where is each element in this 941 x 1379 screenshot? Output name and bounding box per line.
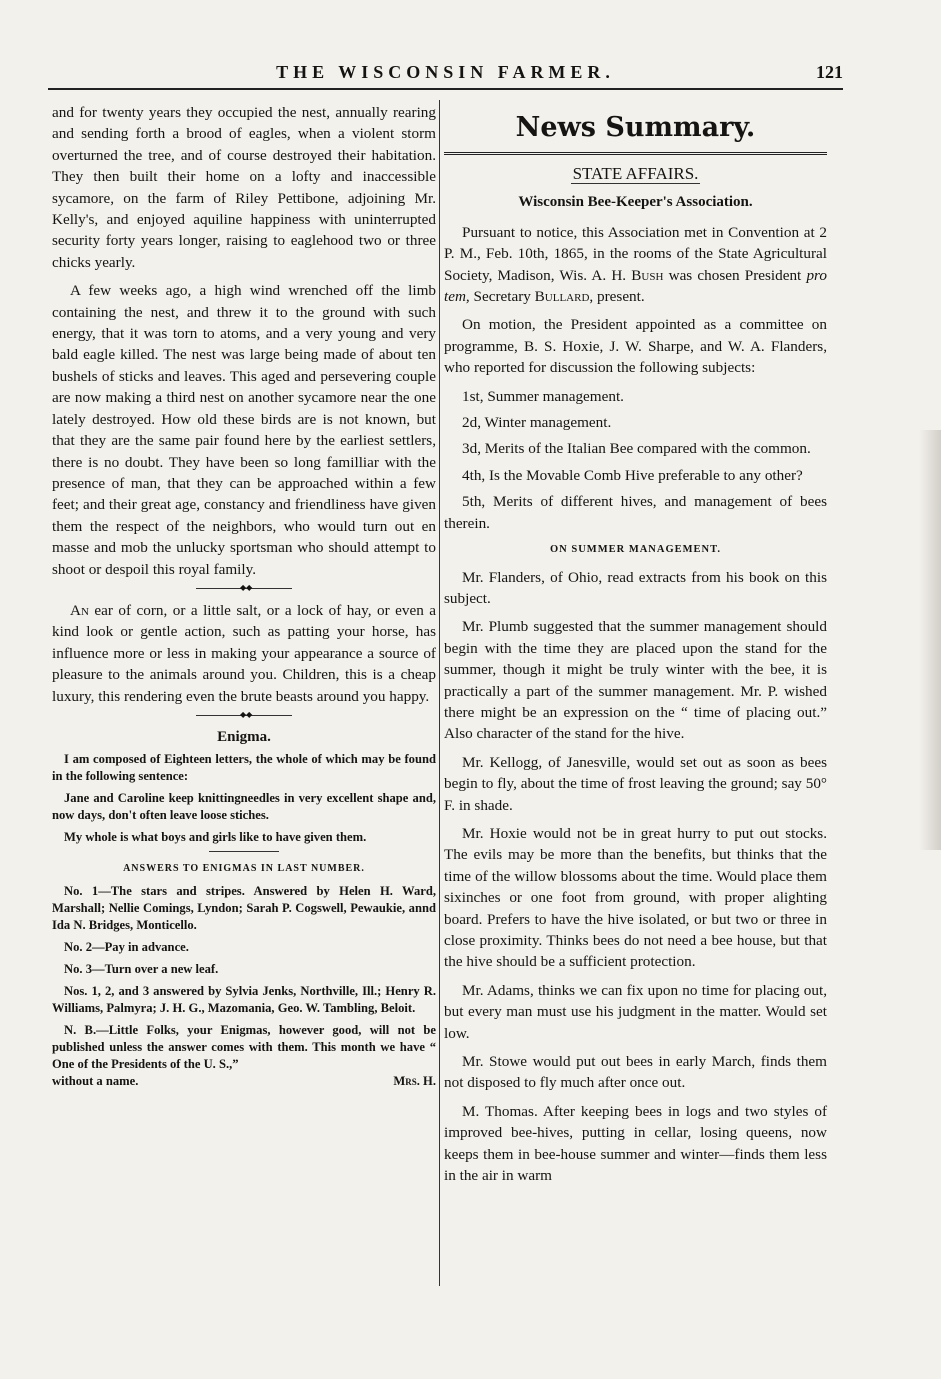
enigma-intro: I am composed of Eighteen letters, the whole of which may be found in the following sentence: bbox=[52, 752, 436, 784]
enigma-title: Enigma. bbox=[217, 728, 271, 745]
ornament-rule-2 bbox=[196, 709, 292, 719]
answer-2: No. 2—Pay in advance. bbox=[64, 940, 189, 955]
committee-paragraph: On motion, the President appointed as a committee on programme, B. S. Hoxie, J. W. Sharpe, and W. A. Flanders, who reported for discussion the following subjects: bbox=[444, 316, 827, 377]
signature: Mrs. H. bbox=[393, 1074, 436, 1089]
running-title: THE WISCONSIN FARMER. bbox=[276, 62, 615, 82]
enigma-rule bbox=[209, 851, 279, 854]
corn-lead-word: An bbox=[70, 601, 89, 619]
adams-paragraph: Mr. Adams, thinks we can fix upon no time for placing out, but every man must use his judgment in the matter. Would set low. bbox=[444, 981, 827, 1042]
eagle-paragraph-1: and for twenty years they occupied the nest, annually rearing and sending forth a brood of eagles, when a violent storm overturned the tree, and of course destroyed their habitation. They then built their home on a lofty and inaccessible sycamore, on the farm of Riley Pettibone, adjoining Mr. Kelly's, and enjoyed aquiline happiness with uninterrupted security forty years longer, raising to eaglehood two or three chicks yearly. bbox=[52, 104, 436, 271]
convention-text-b: was chosen President bbox=[663, 266, 807, 284]
ornament-diamond-icon: ◆◆ bbox=[240, 709, 253, 719]
column-divider bbox=[439, 100, 440, 1286]
state-affairs-text: STATE AFFAIRS. bbox=[572, 164, 699, 183]
convention-text-d: , present. bbox=[589, 288, 645, 306]
page-header bbox=[48, 60, 843, 90]
right-column bbox=[444, 102, 827, 1193]
corn-paragraph bbox=[52, 600, 436, 707]
ornament-diamond-icon: ◆◆ bbox=[240, 582, 253, 592]
signature-row bbox=[52, 1073, 436, 1090]
plumb-paragraph: Mr. Plumb suggested that the summer management should begin with the time they are placed upon the stand for the summer, though it might be truly winter with the bee, it is practically a part of the summer management. Mr. P. wished there might be an expression on the “ time of placing out.” Also character of the stand for the hive. bbox=[444, 618, 827, 743]
ornament-rule bbox=[196, 582, 292, 592]
hoxie-paragraph: Mr. Hoxie would not be in great hurry to put out stocks. The evils may be more than the benefits, but thinks that the time of the willow blossoms about the time. Would place them sixinches or one foot from ground, with proper alighting board. Prefers to have the hive isolated, or but two or three in close proximity. Thinks bees do not need a bee house, but that the hive should be a sufficient protection. bbox=[444, 824, 827, 971]
answers-heading: ANSWERS TO ENIGMAS IN LAST NUMBER. bbox=[123, 863, 365, 875]
convention-paragraph bbox=[444, 222, 827, 308]
page-edge-shadow bbox=[919, 430, 941, 850]
association-heading: Wisconsin Bee-Keeper's Association. bbox=[518, 194, 753, 211]
enigma-block bbox=[52, 751, 436, 1090]
nota-bene-end: without a name. bbox=[52, 1074, 139, 1089]
eagle-paragraph-2: A few weeks ago, a high wind wrenched off the limb containing the nest, and threw it to the ground with such energy, that it was torn to atoms, and a very young and very bald eagle killed. The nest was large being made of about ten bushels of sticks and leaves. This aged and persevering couple are now making a third nest on another sycamore near the one lately destroyed. How old these birds are is not known, but that they are the same pair found here by the earliest settlers, there is no doubt. They have been so long familliar with the presence of man, that they can be approached within a few feet; and their great age, constancy and friendliness have given them the respect of the neighbors, who would turn out en masse and mob the unlucky sportsman who should attempt to shoot or despoil this royal family. bbox=[52, 282, 436, 578]
convention-text-a: Pursuant to notice, this Association met in Convention at 2 P. M., Feb. 10th, 1865, in the rooms of the State Agricultural Society, Madison, Wis. A. H. bbox=[444, 223, 827, 284]
heading-double-rule bbox=[444, 152, 827, 155]
thomas-paragraph: M. Thomas. After keeping bees in logs and two styles of improved bee-hives, putting in cellar, losing queens, now keeps them in bee-house summer and winter—finds them less in the air in warm bbox=[444, 1102, 827, 1185]
state-affairs-heading bbox=[444, 163, 827, 184]
subject-item-1: 1st, Summer management. bbox=[462, 387, 624, 405]
page-number: 121 bbox=[816, 62, 843, 82]
left-column bbox=[52, 102, 436, 1090]
summer-management-heading: ON SUMMER MANAGEMENT. bbox=[549, 544, 721, 556]
name-bullard: Bullard bbox=[534, 288, 590, 306]
news-summary-heading: News Summary. bbox=[515, 112, 756, 143]
subject-item-2: 2d, Winter management. bbox=[462, 414, 612, 432]
subject-item-3: 3d, Merits of the Italian Bee compared with the common. bbox=[462, 440, 811, 458]
convention-text-c: Secretary bbox=[469, 288, 535, 306]
pro-tem: pro tem, bbox=[444, 266, 827, 306]
enigma-whole: My whole is what boys and girls like to have given them. bbox=[64, 830, 367, 845]
subject-item-5: 5th, Merits of different hives, and management of bees therein. bbox=[444, 493, 827, 532]
answer-4: Nos. 1, 2, and 3 answered by Sylvia Jenks, Northville, Ill.; Henry R. Williams, Palmyra; J. H. G., Mazomania, Geo. W. Tambling, Beloit. bbox=[52, 984, 436, 1016]
answer-3: No. 3—Turn over a new leaf. bbox=[64, 962, 219, 977]
nota-bene: N. B.—Little Folks, your Enigmas, however good, will not be published unless the answer comes with them. This month we have “ One of the Presidents of the U. S.,” bbox=[52, 1023, 436, 1072]
stowe-paragraph: Mr. Stowe would put out bees in early March, finds them not disposed to fly much after once out. bbox=[444, 1053, 827, 1092]
kellogg-paragraph: Mr. Kellogg, of Janesville, would set out as soon as bees begin to fly, about the time of frost leaving the ground; say 50° F. in shade. bbox=[444, 753, 827, 814]
subject-item-4: 4th, Is the Movable Comb Hive preferable to any other? bbox=[462, 466, 803, 484]
flanders-paragraph: Mr. Flanders, of Ohio, read extracts from his book on this subject. bbox=[444, 568, 827, 607]
corn-text: ear of corn, or a little salt, or a lock of hay, or even a kind look or gentle action, such as patting your horse, has influence more or less in making your appearance a source of pleasure to the animals around you. Children, this is a cheap luxury, this rendering even the brute beasts around you happy. bbox=[52, 601, 436, 705]
enigma-sentence: Jane and Caroline keep knittingneedles in very excellent shape and, now days, don't often leave loose stiches. bbox=[52, 791, 436, 823]
name-bush: Bush bbox=[631, 266, 664, 284]
answer-1: No. 1—The stars and stripes. Answered by Helen H. Ward, Marshall; Nellie Comings, Lyndon; Sarah P. Cogswell, Pewaukie, annd Ida N. Bridges, Monticello. bbox=[52, 884, 436, 933]
header-rule bbox=[48, 88, 843, 90]
